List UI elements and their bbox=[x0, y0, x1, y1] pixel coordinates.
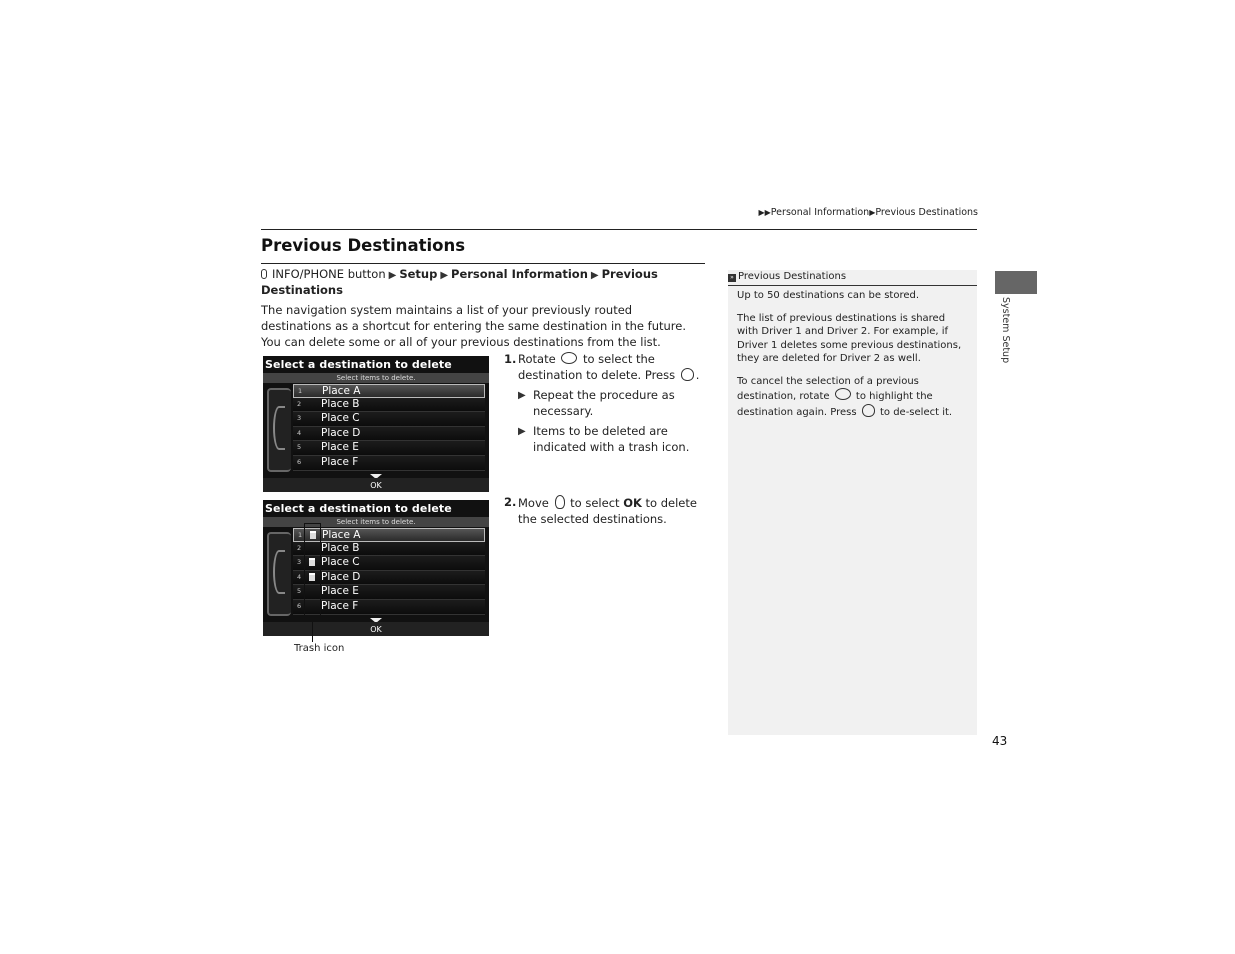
section-tab bbox=[995, 271, 1037, 294]
list-item[interactable]: 4 Place D bbox=[293, 427, 485, 442]
path-arrow-icon: ▶ bbox=[590, 270, 599, 281]
trash-callout-line bbox=[312, 617, 313, 642]
menu-path bbox=[261, 267, 705, 298]
note-paragraph: To cancel the selection of a previous destination, rotate to highlight the destination again. Press to de-select it. bbox=[737, 375, 953, 418]
path-setup: Setup bbox=[399, 267, 438, 281]
note-paragraph: The list of previous destinations is shared with Driver 1 and Driver 2. For example, if Driver 1 deletes some previous destinations, they are deleted for Driver 2 as well. bbox=[737, 312, 962, 364]
interface-dial-press-icon bbox=[681, 368, 694, 381]
screen-subtitle: Select items to delete. bbox=[263, 517, 489, 527]
ok-button[interactable]: OK bbox=[263, 622, 489, 636]
path-previous-destinations: Previous Destinations bbox=[261, 267, 658, 297]
list-item[interactable]: 6 Place F bbox=[293, 600, 485, 615]
step-1-note: ▶ Repeat the procedure as necessary. bbox=[518, 388, 675, 418]
screen-select-destination-trash bbox=[263, 500, 489, 636]
list-item[interactable]: 4 Place D bbox=[293, 571, 485, 586]
interface-dial-move-icon bbox=[555, 495, 565, 509]
list-item[interactable]: 5 Place E bbox=[293, 585, 485, 600]
sidebar-note bbox=[728, 270, 977, 735]
step-2: 2. Move to select OK to delete the selected destinations. bbox=[504, 495, 697, 526]
list-item[interactable]: 1 Place A bbox=[293, 384, 485, 398]
title-rule bbox=[261, 263, 705, 264]
step-number: 2. bbox=[504, 495, 517, 509]
destination-list bbox=[293, 528, 485, 615]
ok-label: OK bbox=[623, 496, 642, 510]
section-label: System Setup bbox=[1000, 297, 1011, 364]
trash-callout-box bbox=[304, 523, 321, 617]
step-1: 1. Rotate to select the destination to delete. Press . ▶ Repeat the procedure as necessary. ▶ Items to be deleted are indicated with a trash icon. bbox=[504, 352, 706, 455]
breadcrumb-item-personal-information: Personal Information bbox=[770, 207, 870, 218]
interface-dial-rotate-icon bbox=[835, 388, 851, 400]
list-item[interactable]: 2 Place B bbox=[293, 542, 485, 557]
ok-button[interactable]: OK bbox=[263, 478, 489, 492]
path-arrow-icon: ▶ bbox=[440, 270, 449, 281]
screen-select-destination bbox=[263, 356, 489, 492]
list-item[interactable]: 2 Place B bbox=[293, 398, 485, 413]
list-item[interactable]: 5 Place E bbox=[293, 441, 485, 456]
note-heading: » Previous Destinations bbox=[728, 270, 977, 286]
knob-arc-icon bbox=[273, 406, 285, 450]
list-item[interactable]: 3 Place C bbox=[293, 412, 485, 427]
breadcrumb-arrow-icon: ▶▶ bbox=[758, 208, 771, 217]
arrow-icon: ▶ bbox=[518, 390, 526, 401]
page-number: 43 bbox=[992, 734, 1008, 748]
destination-list bbox=[293, 384, 485, 471]
screen-title: Select a destination to delete bbox=[265, 358, 452, 371]
breadcrumb-arrow-icon: ▶ bbox=[869, 208, 876, 217]
page-title: Previous Destinations bbox=[261, 236, 466, 255]
interface-dial-rotate-icon bbox=[561, 352, 577, 364]
breadcrumb-item-previous-destinations: Previous Destinations bbox=[875, 207, 978, 218]
header-rule bbox=[261, 229, 977, 230]
list-item[interactable]: 6 Place F bbox=[293, 456, 485, 471]
path-personal-information: Personal Information bbox=[451, 267, 588, 281]
step-number: 1. bbox=[504, 352, 517, 366]
path-start: INFO/PHONE button bbox=[272, 267, 386, 281]
trash-icon-label: Trash icon bbox=[294, 643, 345, 654]
screen-title: Select a destination to delete bbox=[265, 502, 452, 515]
arrow-icon: ▶ bbox=[518, 426, 526, 437]
interface-dial-press-icon bbox=[862, 404, 875, 417]
voice-command-icon bbox=[261, 269, 267, 279]
intro-paragraph: The navigation system maintains a list of your previously routed destinations as a shortcut for entering the same destination in the future. You can delete some or all of your previous destinations from the list. bbox=[261, 303, 686, 349]
note-paragraph: Up to 50 destinations can be stored. bbox=[737, 290, 920, 301]
path-arrow-icon: ▶ bbox=[388, 270, 397, 281]
step-1-note: ▶ Items to be deleted are indicated with a trash icon. bbox=[518, 424, 690, 454]
reference-icon: » bbox=[728, 274, 736, 282]
list-item[interactable]: 1 Place A bbox=[293, 528, 485, 542]
screen-subtitle: Select items to delete. bbox=[263, 373, 489, 383]
list-item[interactable]: 3 Place C bbox=[293, 556, 485, 571]
breadcrumb bbox=[742, 207, 978, 218]
note-body bbox=[737, 289, 969, 428]
knob-arc-icon bbox=[273, 550, 285, 594]
